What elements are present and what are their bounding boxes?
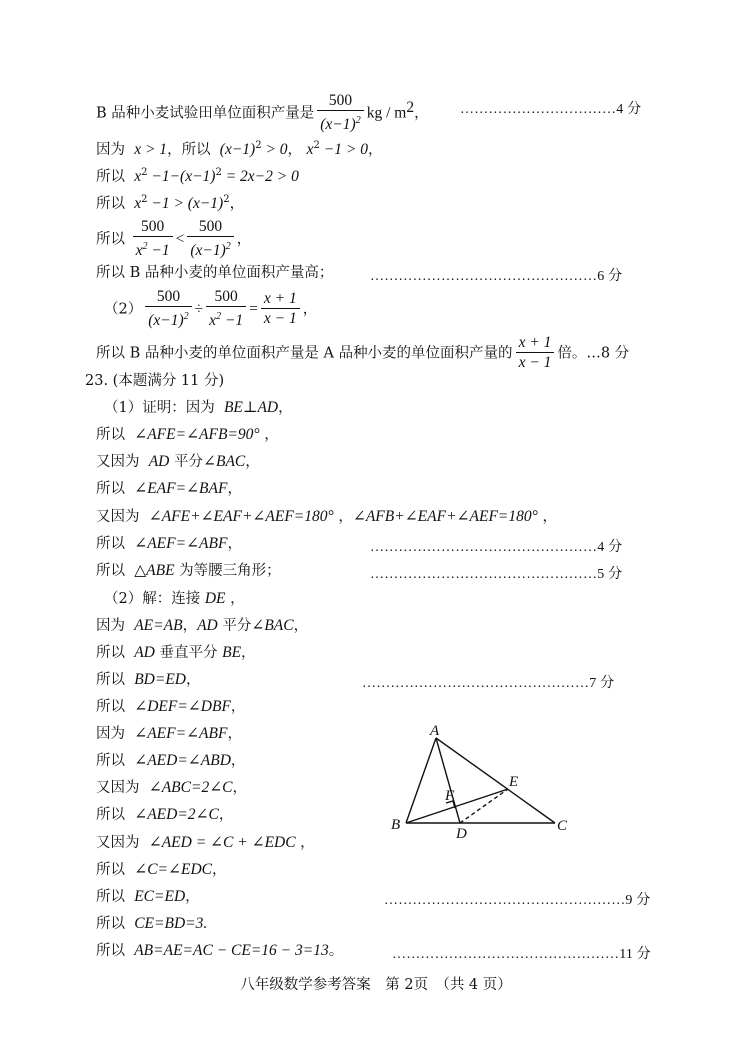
math: = 2x−2 > 0 — [221, 167, 299, 185]
math: ∠BAC — [251, 617, 294, 634]
math: ∠EAF=∠BAF — [134, 480, 228, 497]
text: 所以 — [96, 345, 125, 362]
math: ∠AFE=∠AFB=90° — [134, 426, 260, 443]
q23-l3: 又因为 AD 平分∠BAC， — [96, 453, 260, 470]
text: B 品种小麦的单位面积产量高； — [129, 265, 334, 281]
denominator: $(x-1)^2$ — [148, 311, 189, 330]
text: 又因为 — [96, 780, 140, 796]
math: AD — [197, 617, 218, 634]
text: B 品种小麦试验田单位面积产量是 — [96, 105, 315, 122]
numerator: 500 — [133, 218, 173, 237]
segment-be — [406, 789, 508, 823]
math: ∠BAC — [203, 453, 246, 470]
numerator: 500 — [317, 92, 363, 111]
ineq-line: 所以 $x^2 -1 > (x-1)^2$， — [96, 194, 245, 212]
label-b: B — [391, 817, 401, 833]
score: 9 分 — [625, 893, 651, 908]
part2-line: （2） $\frac{500}{(x-1)^2}$ ÷ $\frac{500}{x^2 -1}$ = $\frac{x + 1}{x - 1}$ ， — [104, 288, 318, 330]
q23-l10: 所以 AD 垂直平分 BE， — [96, 644, 256, 661]
text: 。 — [328, 943, 344, 959]
math: ∠AFB+∠EAF+∠AEF=180° — [352, 508, 538, 525]
text: 又因为 — [96, 835, 140, 851]
denominator: x − 1 — [518, 354, 552, 371]
text: 所以 — [96, 699, 125, 715]
q23-l9: 因为 AE=AB，AD 平分∠BAC， — [96, 617, 309, 634]
fraction — [187, 218, 233, 261]
fraction — [516, 334, 555, 373]
math: ∠AEF=∠ABF — [134, 535, 228, 552]
text: （2） — [104, 301, 143, 318]
text: 又因为 — [96, 509, 140, 525]
frac-compare-line: 所以 $\frac{500}{x^2 -1}$ < $\frac{500}{(x-1)^2}$ ， — [96, 218, 252, 260]
den-tail: −1 — [221, 312, 244, 330]
den-base: x — [135, 242, 143, 260]
math: > 0 — [261, 140, 288, 158]
math: −1 > (x−1) — [147, 194, 224, 212]
text: 所以 — [96, 427, 125, 443]
text: 所以 — [96, 265, 125, 281]
score: 4 分 — [616, 102, 642, 117]
b-yield-line — [96, 92, 429, 135]
text: 所以 — [96, 807, 125, 823]
den-base: (x−1) — [148, 312, 184, 330]
ratio-line — [96, 334, 629, 373]
math: AD — [148, 453, 170, 470]
math: ∠AFE+∠EAF+∠AEF=180° — [148, 508, 334, 525]
den-tail: −1 — [147, 242, 170, 260]
text: 23. (本题满分 11 分) — [85, 373, 225, 389]
triangle-figure — [383, 720, 583, 849]
denominator: $x^2 -1$ — [135, 241, 170, 260]
unit: kg / m — [366, 104, 407, 122]
text: （2）解：连接 — [104, 591, 201, 607]
text: 为等腰三角形； — [179, 563, 281, 579]
q23-l15: 又因为 ∠ABC=2∠C， — [96, 779, 248, 796]
q23-l21 — [96, 942, 343, 960]
q23-p2: （2）解：连接 DE ， — [104, 590, 245, 607]
math: ∠C=∠EDC — [134, 861, 212, 878]
label-a: A — [430, 723, 440, 739]
text: （1）证明：因为 — [104, 400, 215, 416]
score-line-9: ……………………………………………9 分 — [384, 893, 651, 908]
math: AE=AB — [134, 617, 183, 634]
q23-title — [85, 372, 224, 390]
page-footer: 八年级数学参考答案 第 2页 （共 4 页） — [240, 977, 512, 993]
math: ∠AED=2∠C — [134, 806, 219, 823]
score-line-5: …………………………………………5 分 — [370, 567, 623, 582]
score-line-7: …………………………………………7 分 — [362, 676, 615, 691]
score: 4 分 — [597, 540, 623, 555]
q23-l7 — [96, 562, 281, 580]
score: 11 分 — [619, 947, 651, 962]
math: ∠AED=∠ABD — [134, 752, 231, 769]
q23-l12: 所以 ∠DEF=∠DBF， — [96, 698, 246, 715]
math: x > 1 — [134, 140, 168, 158]
numerator: x + 1 — [261, 290, 300, 309]
q23-l6: 所以 ∠AEF=∠ABF， — [96, 535, 242, 552]
text: 所以 — [96, 195, 125, 212]
text: 所以 — [181, 141, 211, 158]
text: 又因为 — [96, 454, 140, 470]
score-line-6: …………………………………………6 分 — [370, 269, 623, 284]
math: CE=BD=3. — [134, 915, 208, 932]
math: −1−(x−1) — [147, 167, 216, 185]
text: B 品种小麦的单位面积产量是 A 品种小麦的单位面积产量的 — [129, 345, 513, 362]
text: 所以 — [96, 481, 125, 497]
fraction — [206, 288, 246, 331]
text: 因为 — [96, 726, 125, 742]
score: 5 分 — [597, 567, 623, 582]
q23-l19: 所以 EC=ED， — [96, 888, 200, 905]
q23-l1: （1）证明：因为 BE⊥AD， — [104, 399, 293, 416]
score: 6 分 — [597, 269, 623, 284]
math: ∠AED = ∠C + ∠EDC — [148, 834, 296, 851]
math: BE — [222, 644, 242, 661]
math: ∠ABC=2∠C — [148, 779, 233, 796]
math: (x−1) — [219, 140, 256, 158]
fraction — [145, 288, 191, 331]
text: 所以 — [96, 231, 125, 248]
numerator: 500 — [206, 288, 246, 307]
q23-l17: 又因为 ∠AED = ∠C + ∠EDC ， — [96, 834, 315, 851]
lt: < — [175, 230, 185, 248]
score-line-4a: ……………………………4 分 — [460, 102, 642, 117]
triangle-svg — [383, 720, 583, 845]
text: 所以 — [96, 862, 125, 878]
text: 所以 — [96, 916, 125, 932]
math: AB=AE=AC − CE=16 − 3=13 — [134, 942, 329, 959]
math: BE⊥AD — [223, 399, 279, 416]
text: 所以 — [96, 645, 125, 661]
unit-sup: 2 — [406, 98, 415, 116]
label-e: E — [509, 774, 519, 790]
segment-de-dashed — [460, 789, 508, 823]
text: 所以 — [96, 168, 125, 185]
side-ac — [436, 738, 555, 823]
denominator: $(x-1)^2$ — [190, 241, 231, 260]
yield-high-line — [96, 264, 333, 282]
math: −1 > 0 — [319, 140, 368, 158]
math: △ABE — [134, 562, 175, 579]
text: 所以 — [96, 943, 125, 959]
math: x — [306, 140, 314, 158]
side-ab — [406, 738, 436, 823]
q23-l16: 所以 ∠AED=2∠C， — [96, 806, 234, 823]
fraction — [133, 218, 173, 261]
q23-l5: 又因为 ∠AFE+∠EAF+∠AEF=180° ，∠AFB+∠EAF+∠AEF=180° ， — [96, 508, 557, 525]
label-f: F — [445, 788, 455, 804]
text: 所以 — [96, 889, 125, 905]
score-line-4b: …………………………………………4 分 — [370, 540, 623, 555]
text: 所以 — [96, 536, 125, 552]
because-line: 因为 x > 1，所以 $(x-1)^2 > 0$， $x^2 -1 > 0$， — [96, 140, 383, 158]
q23-l20 — [96, 915, 207, 933]
numerator: 500 — [187, 218, 233, 237]
div: ÷ — [194, 300, 204, 318]
comma: ， — [414, 105, 429, 122]
q23-l18: 所以 ∠C=∠EDC， — [96, 861, 227, 878]
denominator: $x^2 -1$ — [209, 311, 244, 330]
q23-l4: 所以 ∠EAF=∠BAF， — [96, 480, 242, 497]
math: ∠DEF=∠DBF — [134, 698, 231, 715]
math: x — [134, 194, 142, 212]
math: BD=ED — [134, 671, 187, 688]
q23-l13: 因为 ∠AEF=∠ABF， — [96, 725, 242, 742]
text: 倍。…8 分 — [557, 345, 630, 362]
label-d: D — [456, 826, 467, 842]
text: 因为 — [96, 618, 125, 634]
score: 7 分 — [589, 676, 615, 691]
math: x — [134, 167, 142, 185]
den-base: x — [209, 312, 217, 330]
numerator: x + 1 — [516, 334, 555, 353]
segment-ad — [436, 738, 460, 823]
q23-l11: 所以 BD=ED， — [96, 671, 201, 688]
label-c: C — [557, 818, 568, 834]
math: ∠AEF=∠ABF — [134, 725, 228, 742]
math: EC=ED — [134, 888, 186, 905]
text: 平分 — [222, 618, 252, 634]
math: AD — [134, 644, 155, 661]
text: 因为 — [96, 141, 125, 158]
denominator: $(x-1)^2$ — [320, 115, 361, 134]
den-base: (x−1) — [320, 116, 356, 134]
q23-l14: 所以 ∠AED=∠ABD， — [96, 752, 246, 769]
den-base: (x−1) — [190, 242, 226, 260]
eq: = — [249, 300, 258, 318]
numerator: 500 — [145, 288, 191, 307]
text: 所以 — [96, 563, 125, 579]
text: 所以 — [96, 672, 125, 688]
score-line-11: …………………………………………11 分 — [392, 947, 651, 962]
q23-l2: 所以 ∠AFE=∠AFB=90° ， — [96, 426, 279, 443]
fraction — [261, 290, 300, 329]
diff-line: 所以 $x^2 -1-(x-1)^2 = 2x-2 > 0$ — [96, 167, 299, 185]
text: 所以 — [96, 753, 125, 769]
denominator: x − 1 — [263, 310, 297, 328]
text: 平分 — [174, 454, 203, 470]
math: DE — [204, 590, 226, 607]
fraction — [317, 92, 363, 135]
text: 垂直平分 — [159, 645, 218, 661]
